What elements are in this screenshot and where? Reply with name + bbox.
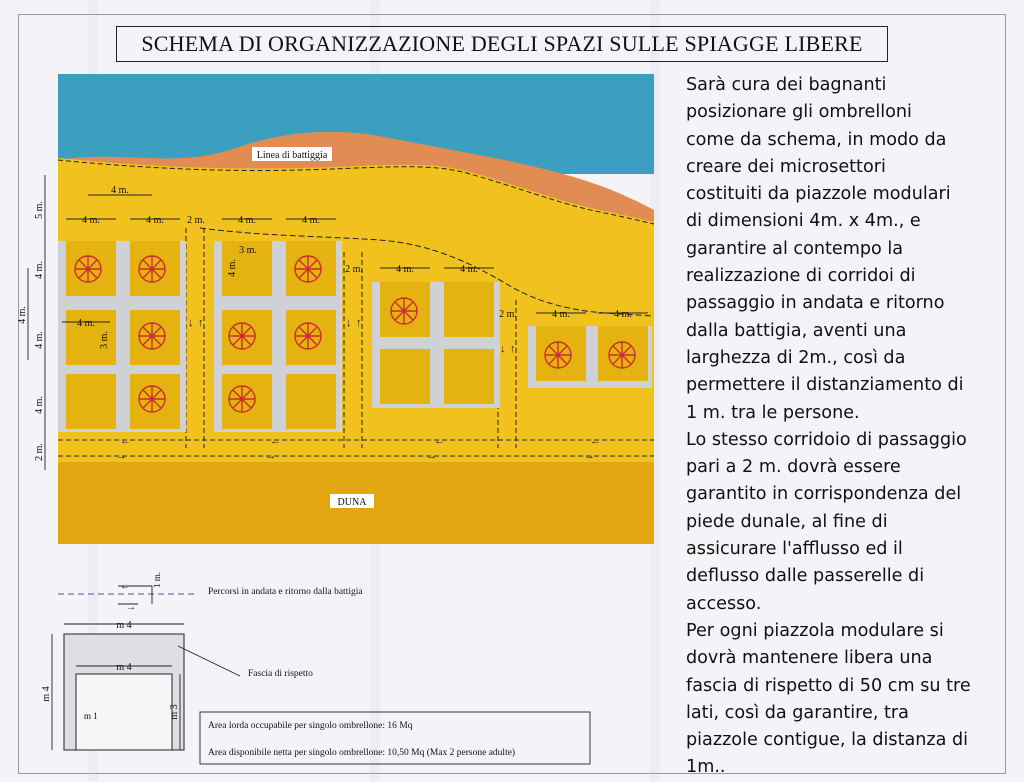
page-title: SCHEMA DI ORGANIZZAZIONE DEGLI SPAZI SULLE SPIAGGE LIBERE xyxy=(116,26,888,62)
description-line: deflusso dalle passerelle di xyxy=(686,566,925,587)
dim-label: 3 m. xyxy=(239,245,257,256)
description-line: dalla battigia, aventi una xyxy=(686,320,907,341)
description-line: Per ogni piazzola modulare si xyxy=(686,620,944,641)
umbrella-icon xyxy=(75,256,101,282)
description-line: di dimensioni 4m. x 4m., e xyxy=(686,211,921,232)
umbrella-icon xyxy=(391,298,417,324)
plot-group-3 xyxy=(372,282,500,408)
dim-label: 4 m. xyxy=(34,396,45,414)
dim-label: 4 m. xyxy=(227,259,238,277)
dim-label: 4 m. xyxy=(82,215,100,226)
dim-label: 4 m. xyxy=(34,261,45,279)
dune-label: DUNA xyxy=(337,497,367,508)
plot-group-4 xyxy=(528,326,652,388)
arrow-up-icon: ↑ xyxy=(510,343,516,355)
area-gross-label: Area lorda occupabile per singolo ombrellone: 16 Mq xyxy=(208,721,413,731)
description-line: lati, così da garantire, tra xyxy=(686,702,909,723)
dim-label: 4 m. xyxy=(146,215,164,226)
description-line: creare dei microsettori xyxy=(686,156,886,177)
arrow-left-icon: ← xyxy=(120,435,131,447)
dim-label: 4 m. xyxy=(34,331,45,349)
description-line: accesso. xyxy=(686,593,762,614)
legend-path xyxy=(58,572,363,613)
dim-label: 2 m. xyxy=(34,443,45,461)
legend-plot xyxy=(41,620,590,764)
umbrella-icon xyxy=(229,323,255,349)
arrow-right-icon: → xyxy=(126,602,136,613)
umbrella-icon xyxy=(609,342,635,368)
umbrella-icon xyxy=(139,386,165,412)
description-line: realizzazione di corridoi di xyxy=(686,266,916,287)
arrow-left-icon: ← xyxy=(590,435,601,447)
arrow-left-icon: ← xyxy=(270,435,281,447)
dim-label: 2 m. xyxy=(499,309,517,320)
description-line: costituiti da piazzole modulari xyxy=(686,184,951,205)
dim-label: 4 m. xyxy=(77,318,95,329)
description-line: piazzole contigue, la distanza di xyxy=(686,730,969,751)
description-line: posizionare gli ombrelloni xyxy=(686,102,912,123)
umbrella-icon xyxy=(139,323,165,349)
umbrella-icon xyxy=(545,342,571,368)
dim-label: 4 m. xyxy=(396,264,414,275)
arrow-right-icon: → xyxy=(265,450,276,462)
arrow-up-icon: ↑ xyxy=(198,317,204,329)
dim-label: 2 m. xyxy=(345,264,363,275)
description-line: dovrà mantenere libera una xyxy=(686,648,933,669)
dim-label: 3 m. xyxy=(99,331,110,349)
dim-label: 4 m. xyxy=(460,264,478,275)
description-line: garantito in corrispondenza del xyxy=(686,484,962,505)
arrow-up-icon: ↑ xyxy=(356,317,362,329)
description-line: 1 m. tra le persone. xyxy=(686,402,860,423)
umbrella-icon xyxy=(229,386,255,412)
description-line: assicurare l'afflusso ed il xyxy=(686,539,903,560)
dim-label: 4 m. xyxy=(238,215,256,226)
arrow-left-icon: ← xyxy=(434,435,445,447)
band-label: Fascia di rispetto xyxy=(248,669,313,679)
umbrella-icon xyxy=(295,256,321,282)
dim-label: 5 m. xyxy=(34,201,45,219)
plot-side-left-label: m 4 xyxy=(41,686,52,702)
arrow-down-icon: ↓ xyxy=(346,317,352,329)
arrow-left-icon: ← xyxy=(120,581,130,592)
arrow-right-icon: → xyxy=(116,450,127,462)
description-line: Lo stesso corridoio di passaggio xyxy=(686,429,967,450)
area-net-label: Area disponibile netta per singolo ombrellone: 10,50 Mq (Max 2 persone adulte) xyxy=(208,748,516,758)
description-line: passaggio in andata e ritorno xyxy=(686,293,945,314)
arrow-down-icon: ↓ xyxy=(500,343,506,355)
plot-band-label: m 1 xyxy=(84,711,98,721)
plot-side-right-label: m 3 xyxy=(169,704,180,720)
dim-label: 4 m. xyxy=(111,185,129,196)
description-line: larghezza di 2m., così da xyxy=(686,347,906,368)
description-line: garantire al contempo la xyxy=(686,238,904,259)
arrow-right-icon: → xyxy=(584,450,595,462)
plot-inner-label: m 4 xyxy=(116,662,132,673)
shoreline-label: Linea di battiggia xyxy=(256,150,328,161)
description-line: come da schema, in modo da xyxy=(686,129,947,150)
umbrella-icon xyxy=(295,323,321,349)
path-dim-label: 1 m. xyxy=(152,571,162,589)
dim-label: 2 m. xyxy=(187,215,205,226)
description-line: pari a 2 m. dovrà essere xyxy=(686,457,901,478)
description-text xyxy=(686,72,1006,782)
dim-label: 4 m. xyxy=(17,306,28,324)
description-line: piede dunale, al fine di xyxy=(686,511,888,532)
dim-label: 4 m. xyxy=(614,309,632,320)
arrow-right-icon: → xyxy=(426,450,437,462)
dim-label: 4 m. xyxy=(552,309,570,320)
umbrella-icon xyxy=(139,256,165,282)
arrow-down-icon: ↓ xyxy=(188,317,194,329)
path-legend-label: Percorsi in andata e ritorno dalla battigia xyxy=(208,587,363,597)
description-line: Sarà cura dei bagnanti xyxy=(686,75,887,95)
plot-outer-label: m 4 xyxy=(116,620,132,631)
description-line: 1m.. xyxy=(686,757,726,778)
description-line: permettere il distanziamento di xyxy=(686,375,964,396)
description-line: fascia di rispetto di 50 cm su tre xyxy=(686,675,971,696)
dim-label: 4 m. xyxy=(302,215,320,226)
